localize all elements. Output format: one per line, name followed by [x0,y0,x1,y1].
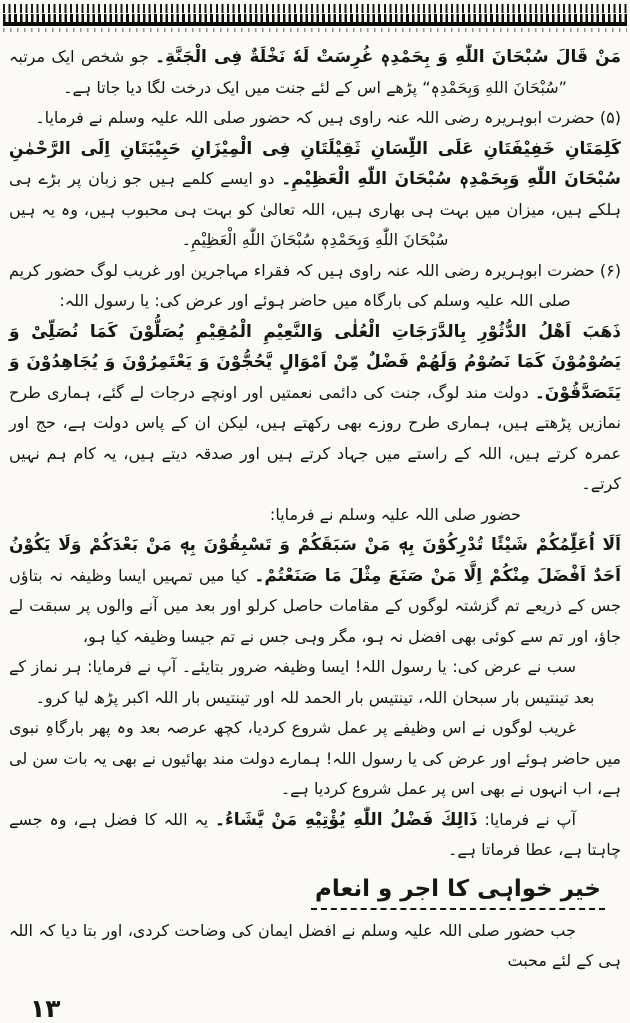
urdu-text: (۶) حضرت ابوہریرہ رضی اللہ عنہ راوی ہیں کہ فقراء مہاجرین اور غریب لوگ حضور کریم صلی اللہ علیہ وسلم کی بارگاہ میں حاضر ہوئے اور عرض کی: یا رسول اللہ: [9,260,621,310]
prophet-said-line [9,500,621,531]
urdu-text: (۵) حضرت ابوہریرہ رضی اللہ عنہ راوی ہیں کہ حضور صلی اللہ علیہ وسلم نے فرمایا۔ [35,108,621,127]
header-border-tick-row [3,14,627,22]
urdu-text: سب نے عرض کی: یا رسول اللہ! ایسا وظیفہ ضرور بتایئے۔ آپ نے فرمایا: ہر نماز کے بعد تینتیس بار سبحان اللہ، تینتیس بار الحمد للہ اور تینتیس بار اللہ اکبر پڑھ لیا کرو۔ [9,657,595,707]
header-border-solid-bar [3,22,627,26]
hadith-6-quote-and-translation [9,317,621,500]
arabic-hadith-text: ذَهَبَ اَهْلُ الدُّثُوْرِ بِالدَّرَجَاتِ الْعُلٰی وَالنَّعِيْمِ الْمُقِيْمِ يُصَلُّوْنَ كَمَا نُصَلِّیْ وَ يَصُوْمُوْنَ كَمَا نَصُوْمُ وَلَهُمْ فَضْلٌ مِّنْ اَمْوَالٍ يَّحُجُّوْنَ وَ يَعْتَمِرُوْنَ وَ يُجَاهِدُوْنَ وَ يَتَصَدَّقُوْنَ۔ [9,321,621,403]
section-heading: خیر خواہی کا اجر و انعام [311,876,605,910]
hadith-5-quote-and-translation [9,134,621,256]
hadith-4-quote-conclusion [9,42,621,103]
urdu-text: جب حضور صلی اللہ علیہ وسلم نے افضل ایمان کی وضاحت کردی، اور بتا دیا کہ اللہ ہی کے لئے محبت [9,920,621,970]
urdu-text: جو شخص ایک مرتبہ ”سُبْحَانَ اللهِ وَبِحَمْدِهٖ“ پڑھے اس کے لئے جنت میں ایک درخت لگا دیا جاتا ہے۔ [9,47,567,97]
arabic-hadith-text: كَلِمَتَانِ خَفِيْفَتَانِ عَلَى اللِّسَانِ ثَقِيْلَتَانِ فِی الْمِيْزَانِ حَبِيْبَتَانِ اِلَى الرَّحْمٰنِ سُبْحَانَ اللّٰهِ وَبِحَمْدِهٖ سُبْحَانَ اللّٰهِ الْعَظِيْمِ۔ [9,138,622,189]
urdu-text: دو ایسے کلمے ہیں جو زبان پر بڑے ہی ہلکے ہیں، میزان میں بہت ہی بھاری ہیں، اللہ تعالیٰ کو بہت ہی محبوب ہیں، وہ یہ ہیں سُبْحَانَ اللّٰهِ وَبِحَمْدِهٖ سُبْحَانَ اللّٰهِ الْعَظِيْمِ۔ [9,169,621,249]
header-border-tick-row [3,4,627,13]
arabic-hadith-text: اَلَا اُعَلِّمُكُمْ شَيْئًا تُدْرِكُوْنَ بِهٖ مَنْ سَبَقَكُمْ وَ تَسْبِقُوْنَ بِهٖ مَنْ بَعْدَكُمْ وَلَا يَكُوْنُ اَحَدٌ اَفْضَلَ مِنْكُمْ اِلَّا مَنْ صَنَعَ مِثْلَ مَا صَنَعْتُمْ۔ [9,535,621,586]
urdu-text: کیا میں تمہیں ایسا وظیفہ نہ بتاؤں جس کے ذریعے تم گزشتہ لوگوں کے مقامات حاصل کرلو اور بعد میں آنے والوں پر سبقت لے جاؤ، اور تم سے کوئی بھی افضل نہ ہو، مگر وہی جس نے تم جیسا وظیفہ کیا ہو، [9,565,621,646]
poor-people-practice-paragraph [9,713,621,805]
hadith-5-narrator-line [9,103,621,134]
urdu-text: یہ اللہ کا فضل ہے، وہ جسے چاہتا ہے، عطا فرماتا ہے۔ [9,809,621,859]
urdu-text: حضور صلی اللہ علیہ وسلم نے فرمایا: [269,504,521,524]
hadith-6-narrator-line [9,256,621,317]
ornamental-header-border [3,4,627,32]
arabic-hadith-text: مَنْ قَالَ سُبْحَانَ اللّٰهِ وَ بِحَمْدِهٖ غُرِسَتْ لَهٗ نَخْلَةٌ فِی الْجَنَّةِ۔ [155,47,621,67]
urdu-text: غریب لوگوں نے اس وظیفے پر عمل شروع کردیا، کچھ عرصہ بعد وہ پھر بارگاہِ نبوی میں حاضر ہوئے اور عرض کی یا رسول اللہ! ہمارے دولت مند بھائیوں نے بھی یہ بات سن لی ہے، اب انہوں نے بھی اس پر عمل شروع کردیا ہے۔ [9,718,621,798]
header-border-dot-row [3,28,627,32]
section-intro-paragraph [9,916,621,977]
wazifa-hadith-quote-and-translation [9,530,621,652]
book-page [0,4,630,1023]
urdu-text: آپ نے فرمایا: [477,809,577,829]
companions-request-paragraph [9,652,621,713]
page-body-text [0,32,630,977]
allahs-grace-paragraph [9,805,621,866]
urdu-text: دولت مند لوگ، جنت کی دائمی نعمتیں اور اونچے درجات لے گئے، ہماری طرح نمازیں پڑھتے ہیں، ہماری طرح روزے بھی رکھتے ہیں، لیکن ان کے پاس دولت ہے، حج اور عمرہ کرتے ہیں، اللہ کے راستے میں جہاد کرتے ہیں اور صدقہ دیتے ہیں، یہ کام ہم نہیں کرتے۔ [9,382,621,493]
arabic-hadith-text: ذَالِكَ فَضْلُ اللّٰهِ يُؤْتِيْهِ مَنْ يَّشَاءُ۔ [215,809,478,830]
page-number-label: ۱۳ [30,994,61,1023]
